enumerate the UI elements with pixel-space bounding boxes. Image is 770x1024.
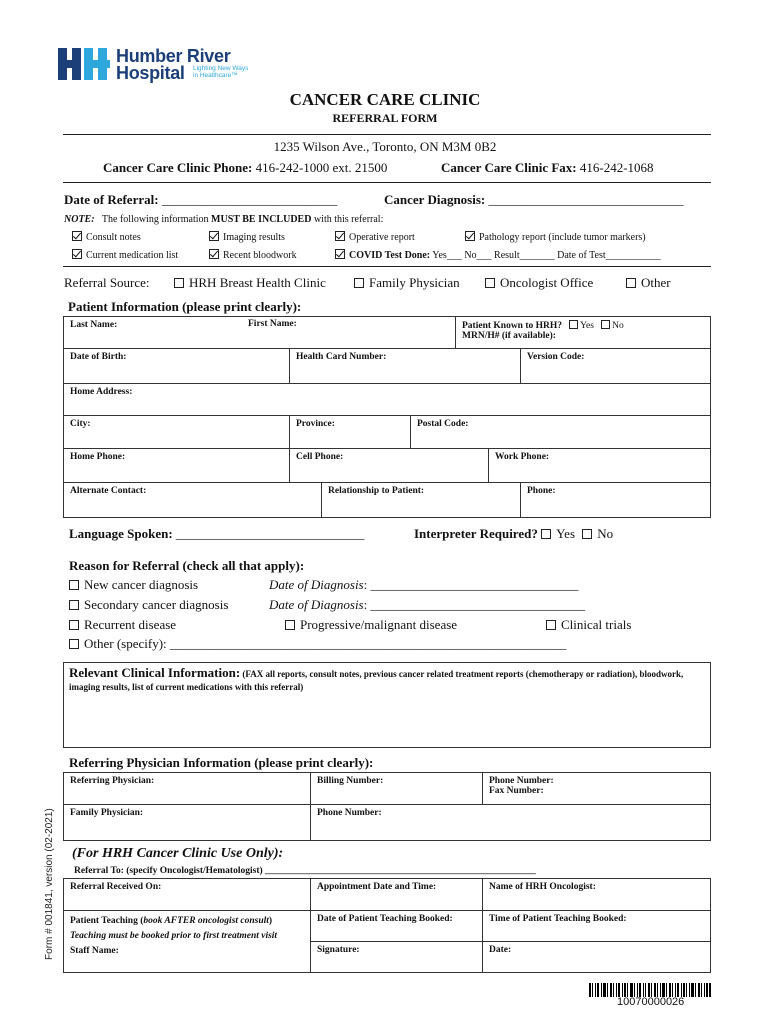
teaching-time-field[interactable]: Time of Patient Teaching Booked: bbox=[482, 910, 711, 942]
referral-received-field[interactable]: Referral Received On: bbox=[63, 878, 311, 911]
checkbox-icon[interactable] bbox=[601, 320, 610, 329]
checkbox-icon[interactable] bbox=[335, 231, 345, 241]
form-id: Form # 001841, version (02-2021) bbox=[44, 808, 55, 960]
cell-phone-field[interactable]: Cell Phone: bbox=[289, 448, 489, 483]
signature-field[interactable]: Signature: bbox=[310, 941, 483, 973]
city-field[interactable]: City: bbox=[63, 415, 290, 449]
checkbox-icon[interactable] bbox=[69, 639, 79, 649]
note-item-medication[interactable]: Current medication list bbox=[72, 249, 178, 261]
note-item-operative[interactable]: Operative report bbox=[335, 231, 415, 243]
source-option-family-physician[interactable]: Family Physician bbox=[354, 275, 460, 291]
checkbox-icon[interactable] bbox=[69, 600, 79, 610]
first-name-field[interactable]: First Name: bbox=[248, 319, 297, 329]
hospital-logo-icon bbox=[58, 48, 110, 80]
version-code-field[interactable]: Version Code: bbox=[520, 348, 711, 384]
checkbox-icon[interactable] bbox=[465, 231, 475, 241]
logo-tagline: Lighting New Ways in Healthcare™ bbox=[193, 65, 249, 79]
physician-heading: Referring Physician Information (please print clearly): bbox=[69, 755, 374, 770]
phone-fax-field[interactable]: Phone Number: Fax Number: bbox=[482, 772, 711, 805]
source-option-oncologist[interactable]: Oncologist Office bbox=[485, 275, 593, 291]
source-option-breast-clinic[interactable]: HRH Breast Health Clinic bbox=[174, 275, 326, 291]
checkbox-icon[interactable] bbox=[354, 278, 364, 288]
date-of-diagnosis-field[interactable]: Date of Diagnosis: ________________________________ bbox=[269, 577, 579, 592]
province-field[interactable]: Province: bbox=[289, 415, 411, 449]
barcode-icon bbox=[589, 983, 711, 997]
reason-clinical-trials[interactable]: Clinical trials bbox=[546, 617, 631, 633]
checkbox-icon[interactable] bbox=[209, 231, 219, 241]
reason-secondary-diagnosis[interactable]: Secondary cancer diagnosis bbox=[69, 597, 228, 613]
date-of-diagnosis-field-2[interactable]: Date of Diagnosis: _________________________________ bbox=[269, 597, 585, 612]
checkbox-icon[interactable] bbox=[72, 231, 82, 241]
appointment-field[interactable]: Appointment Date and Time: bbox=[310, 878, 483, 911]
logo-name-line1: Humber River bbox=[116, 46, 231, 66]
note-item-consult[interactable]: Consult notes bbox=[72, 231, 141, 243]
home-phone-field[interactable]: Home Phone: bbox=[63, 448, 290, 483]
note-item-covid[interactable]: COVID Test Done: Yes___ No___ Result_______ Date of Test___________ bbox=[335, 249, 661, 261]
divider bbox=[63, 134, 711, 135]
interpreter-field[interactable]: Interpreter Required? Yes No bbox=[414, 526, 614, 541]
checkbox-icon[interactable] bbox=[582, 529, 592, 539]
known-to-hrh-field[interactable]: Patient Known to HRH? Yes No MRN/H# (if available): bbox=[455, 316, 711, 349]
reason-heading: Reason for Referral (check all that apply): bbox=[69, 558, 305, 573]
checkbox-icon[interactable] bbox=[285, 620, 295, 630]
clinical-info-text: Relevant Clinical Information: (FAX all reports, consult notes, previous cancer related treatment reports (chemotherapy or radiation), bloodwork, imaging results, list of current medications with this referral) bbox=[69, 665, 684, 692]
referring-physician-field[interactable]: Referring Physician: bbox=[63, 772, 311, 805]
reason-other[interactable]: Other (specify): _____________________________________________________________ bbox=[69, 636, 566, 652]
source-option-other[interactable]: Other bbox=[626, 275, 671, 291]
patient-teaching-field[interactable]: Patient Teaching (book AFTER oncologist consult) Teaching must be booked prior to first treatment visit Staff Name: bbox=[63, 910, 311, 973]
checkbox-icon[interactable] bbox=[485, 278, 495, 288]
note-item-bloodwork[interactable]: Recent bloodwork bbox=[209, 249, 297, 261]
page-title: CANCER CARE CLINIC bbox=[289, 90, 481, 109]
checkbox-icon[interactable] bbox=[69, 620, 79, 630]
cancer-diagnosis-field[interactable]: Cancer Diagnosis: ______________________________ bbox=[384, 192, 684, 207]
work-phone-field[interactable]: Work Phone: bbox=[488, 448, 711, 483]
date-of-referral-field[interactable]: Date of Referral: ___________________________ bbox=[64, 192, 338, 207]
reason-progressive[interactable]: Progressive/malignant disease bbox=[285, 617, 457, 633]
checkbox-icon[interactable] bbox=[541, 529, 551, 539]
oncologist-name-field[interactable]: Name of HRH Oncologist: bbox=[482, 878, 711, 911]
alternate-contact-field[interactable]: Alternate Contact: bbox=[63, 482, 322, 518]
clinic-phone: Cancer Care Clinic Phone: 416-242-1000 ext. 21500 bbox=[103, 160, 388, 175]
checkbox-icon[interactable] bbox=[72, 249, 82, 259]
checkbox-icon[interactable] bbox=[335, 249, 345, 259]
divider bbox=[63, 266, 711, 267]
reason-new-diagnosis[interactable]: New cancer diagnosis bbox=[69, 577, 198, 593]
checkbox-icon[interactable] bbox=[209, 249, 219, 259]
family-physician-field[interactable]: Family Physician: bbox=[63, 804, 311, 841]
last-name-field[interactable]: Last Name: bbox=[63, 316, 456, 349]
checkbox-icon[interactable] bbox=[626, 278, 636, 288]
billing-number-field[interactable]: Billing Number: bbox=[310, 772, 483, 805]
relationship-field[interactable]: Relationship to Patient: bbox=[321, 482, 521, 518]
checkbox-icon[interactable] bbox=[546, 620, 556, 630]
divider bbox=[63, 182, 711, 183]
page-subtitle: REFERRAL FORM bbox=[332, 111, 438, 125]
checkbox-icon[interactable] bbox=[69, 580, 79, 590]
dob-field[interactable]: Date of Birth: bbox=[63, 348, 290, 384]
note-item-imaging[interactable]: Imaging results bbox=[209, 231, 285, 243]
alt-phone-field[interactable]: Phone: bbox=[520, 482, 711, 518]
note-text: NOTE: The following information MUST BE INCLUDED with this referral: bbox=[64, 214, 384, 225]
clinic-address: 1235 Wilson Ave., Toronto, ON M3M 0B2 bbox=[273, 139, 497, 154]
postal-code-field[interactable]: Postal Code: bbox=[410, 415, 711, 449]
clinic-fax: Cancer Care Clinic Fax: 416-242-1068 bbox=[441, 160, 654, 175]
reason-recurrent[interactable]: Recurrent disease bbox=[69, 617, 176, 633]
checkbox-icon[interactable] bbox=[174, 278, 184, 288]
patient-info-heading: Patient Information (please print clearly): bbox=[68, 299, 302, 314]
logo-name-line2: Hospital bbox=[116, 63, 185, 83]
office-use-heading: (For HRH Cancer Clinic Use Only): bbox=[72, 846, 284, 861]
teaching-date-field[interactable]: Date of Patient Teaching Booked: bbox=[310, 910, 483, 942]
language-field[interactable]: Language Spoken: _____________________________ bbox=[69, 526, 365, 541]
referral-source-label: Referral Source: bbox=[64, 275, 150, 290]
health-card-field[interactable]: Health Card Number: bbox=[289, 348, 521, 384]
barcode-number: 10070000026 bbox=[617, 996, 685, 1008]
note-item-pathology[interactable]: Pathology report (include tumor markers) bbox=[465, 231, 646, 243]
family-phone-field[interactable]: Phone Number: bbox=[310, 804, 711, 841]
home-address-field[interactable]: Home Address: bbox=[63, 383, 711, 416]
date-field[interactable]: Date: bbox=[482, 941, 711, 973]
referral-to-field[interactable]: Referral To: (specify Oncologist/Hematologist) _________________________________________________________ bbox=[74, 866, 536, 876]
checkbox-icon[interactable] bbox=[569, 320, 578, 329]
